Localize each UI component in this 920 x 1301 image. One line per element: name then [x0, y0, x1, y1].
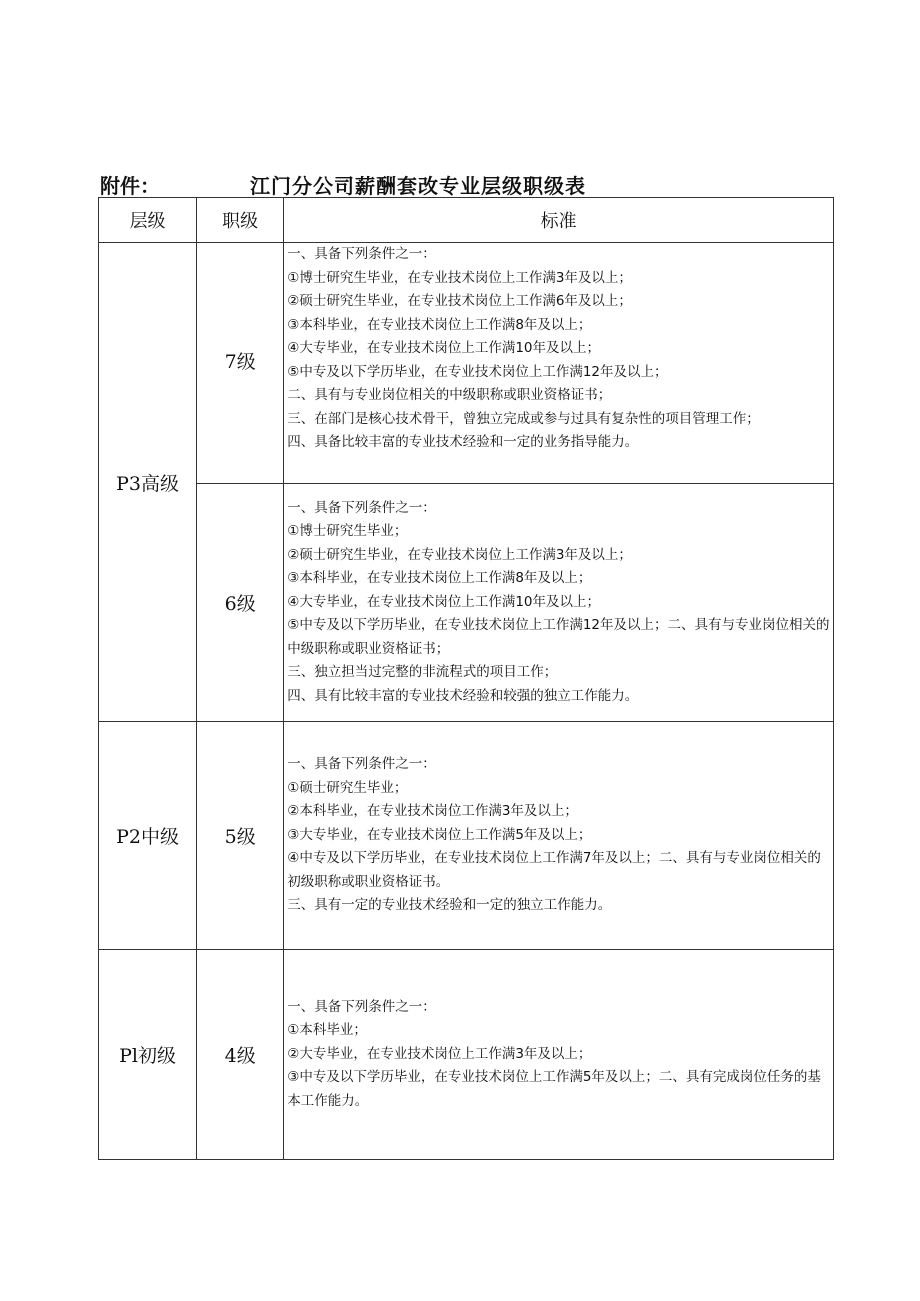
grade-table [98, 197, 834, 1160]
criteria-line: 一、具备下列条件之一： [287, 246, 436, 262]
criteria-line: ③中专及以下学历毕业，在专业技术岗位上工作满5年及以上；二、具有完成岗位任务的基本工作能力。 [287, 1069, 821, 1109]
level-cell: Pl初级 [99, 950, 197, 1160]
column-header-grade: 职级 [197, 198, 284, 243]
table-row [99, 243, 834, 484]
table-row [99, 722, 834, 950]
criteria-line: ④中专及以下学历毕业，在专业技术岗位上工作满7年及以上；二、具有与专业岗位相关的初级职称或职业资格证书。 [287, 850, 821, 890]
criteria-line: 一、具备下列条件之一： [287, 756, 436, 773]
grade-cell: 5级 [197, 722, 284, 950]
table-header-row [99, 198, 834, 243]
criteria-line: ①本科毕业； [287, 1022, 367, 1039]
criteria-cell [284, 950, 834, 1160]
criteria-cell [284, 243, 834, 484]
criteria-line: ①博士研究生毕业，在专业技术岗位上工作满3年及以上； [287, 269, 632, 286]
column-header-standard: 标准 [284, 198, 834, 243]
table-row [99, 950, 834, 1160]
grade-cell: 7级 [197, 243, 284, 484]
level-cell: P3高级 [99, 243, 197, 722]
table-row [99, 484, 834, 722]
column-header-level: 层级 [99, 198, 197, 243]
criteria-line: ④大专毕业，在专业技术岗位上工作满10年及以上； [287, 340, 601, 356]
criteria-line: 三、在部门是核心技术骨干，曾独立完成或参与过具有复杂性的项目管理工作； [287, 410, 760, 427]
criteria-line: 三、具有一定的专业技术经验和一定的独立工作能力。 [287, 897, 612, 914]
grade-cell: 4级 [197, 950, 284, 1160]
criteria-line: ②硕士研究生毕业，在专业技术岗位上工作满6年及以上； [287, 293, 632, 309]
criteria-line: ②硕士研究生毕业，在专业技术岗位上工作满3年及以上； [287, 546, 632, 563]
criteria-cell [284, 484, 834, 722]
title-row [100, 170, 840, 198]
criteria-line: 二、具有与专业岗位相关的中级职称或职业资格证书； [287, 387, 612, 403]
level-cell: P2中级 [99, 722, 197, 950]
criteria-line: ③本科毕业，在专业技术岗位上工作满8年及以上； [287, 316, 592, 333]
criteria-line: ②大专毕业，在专业技术岗位上工作满3年及以上； [287, 1045, 592, 1062]
criteria-line: 四、具备比较丰富的专业技术经验和一定的业务指导能力。 [287, 434, 639, 450]
criteria-cell [284, 722, 834, 950]
criteria-line: ①博士研究生毕业； [287, 523, 408, 540]
criteria-line: ④大专毕业，在专业技术岗位上工作满10年及以上； [287, 593, 601, 610]
criteria-line: ⑤中专及以下学历毕业，在专业技术岗位上工作满12年及以上； [287, 363, 668, 380]
grade-cell: 6级 [197, 484, 284, 722]
criteria-line: ⑤中专及以下学历毕业，在专业技术岗位上工作满12年及以上；二、具有与专业岗位相关的中级职称或职业资格证书； [287, 617, 830, 657]
criteria-line: 三、独立担当过完整的非流程式的项目工作； [287, 664, 558, 681]
criteria-line: ①硕士研究生毕业； [287, 779, 408, 796]
criteria-line: 一、具备下列条件之一： [287, 998, 436, 1015]
attachment-label: 附件： [100, 174, 160, 198]
criteria-line: ②本科毕业，在专业技术岗位工作满3年及以上； [287, 803, 578, 820]
document-title: 江门分公司薪酬套改专业层级职级表 [250, 174, 586, 198]
criteria-line: 四、具有比较丰富的专业技术经验和较强的独立工作能力。 [287, 687, 639, 704]
criteria-line: ③本科毕业，在专业技术岗位上工作满8年及以上； [287, 570, 592, 587]
criteria-line: ③大专毕业，在专业技术岗位上工作满5年及以上； [287, 826, 592, 843]
criteria-line: 一、具备下列条件之一： [287, 499, 436, 516]
